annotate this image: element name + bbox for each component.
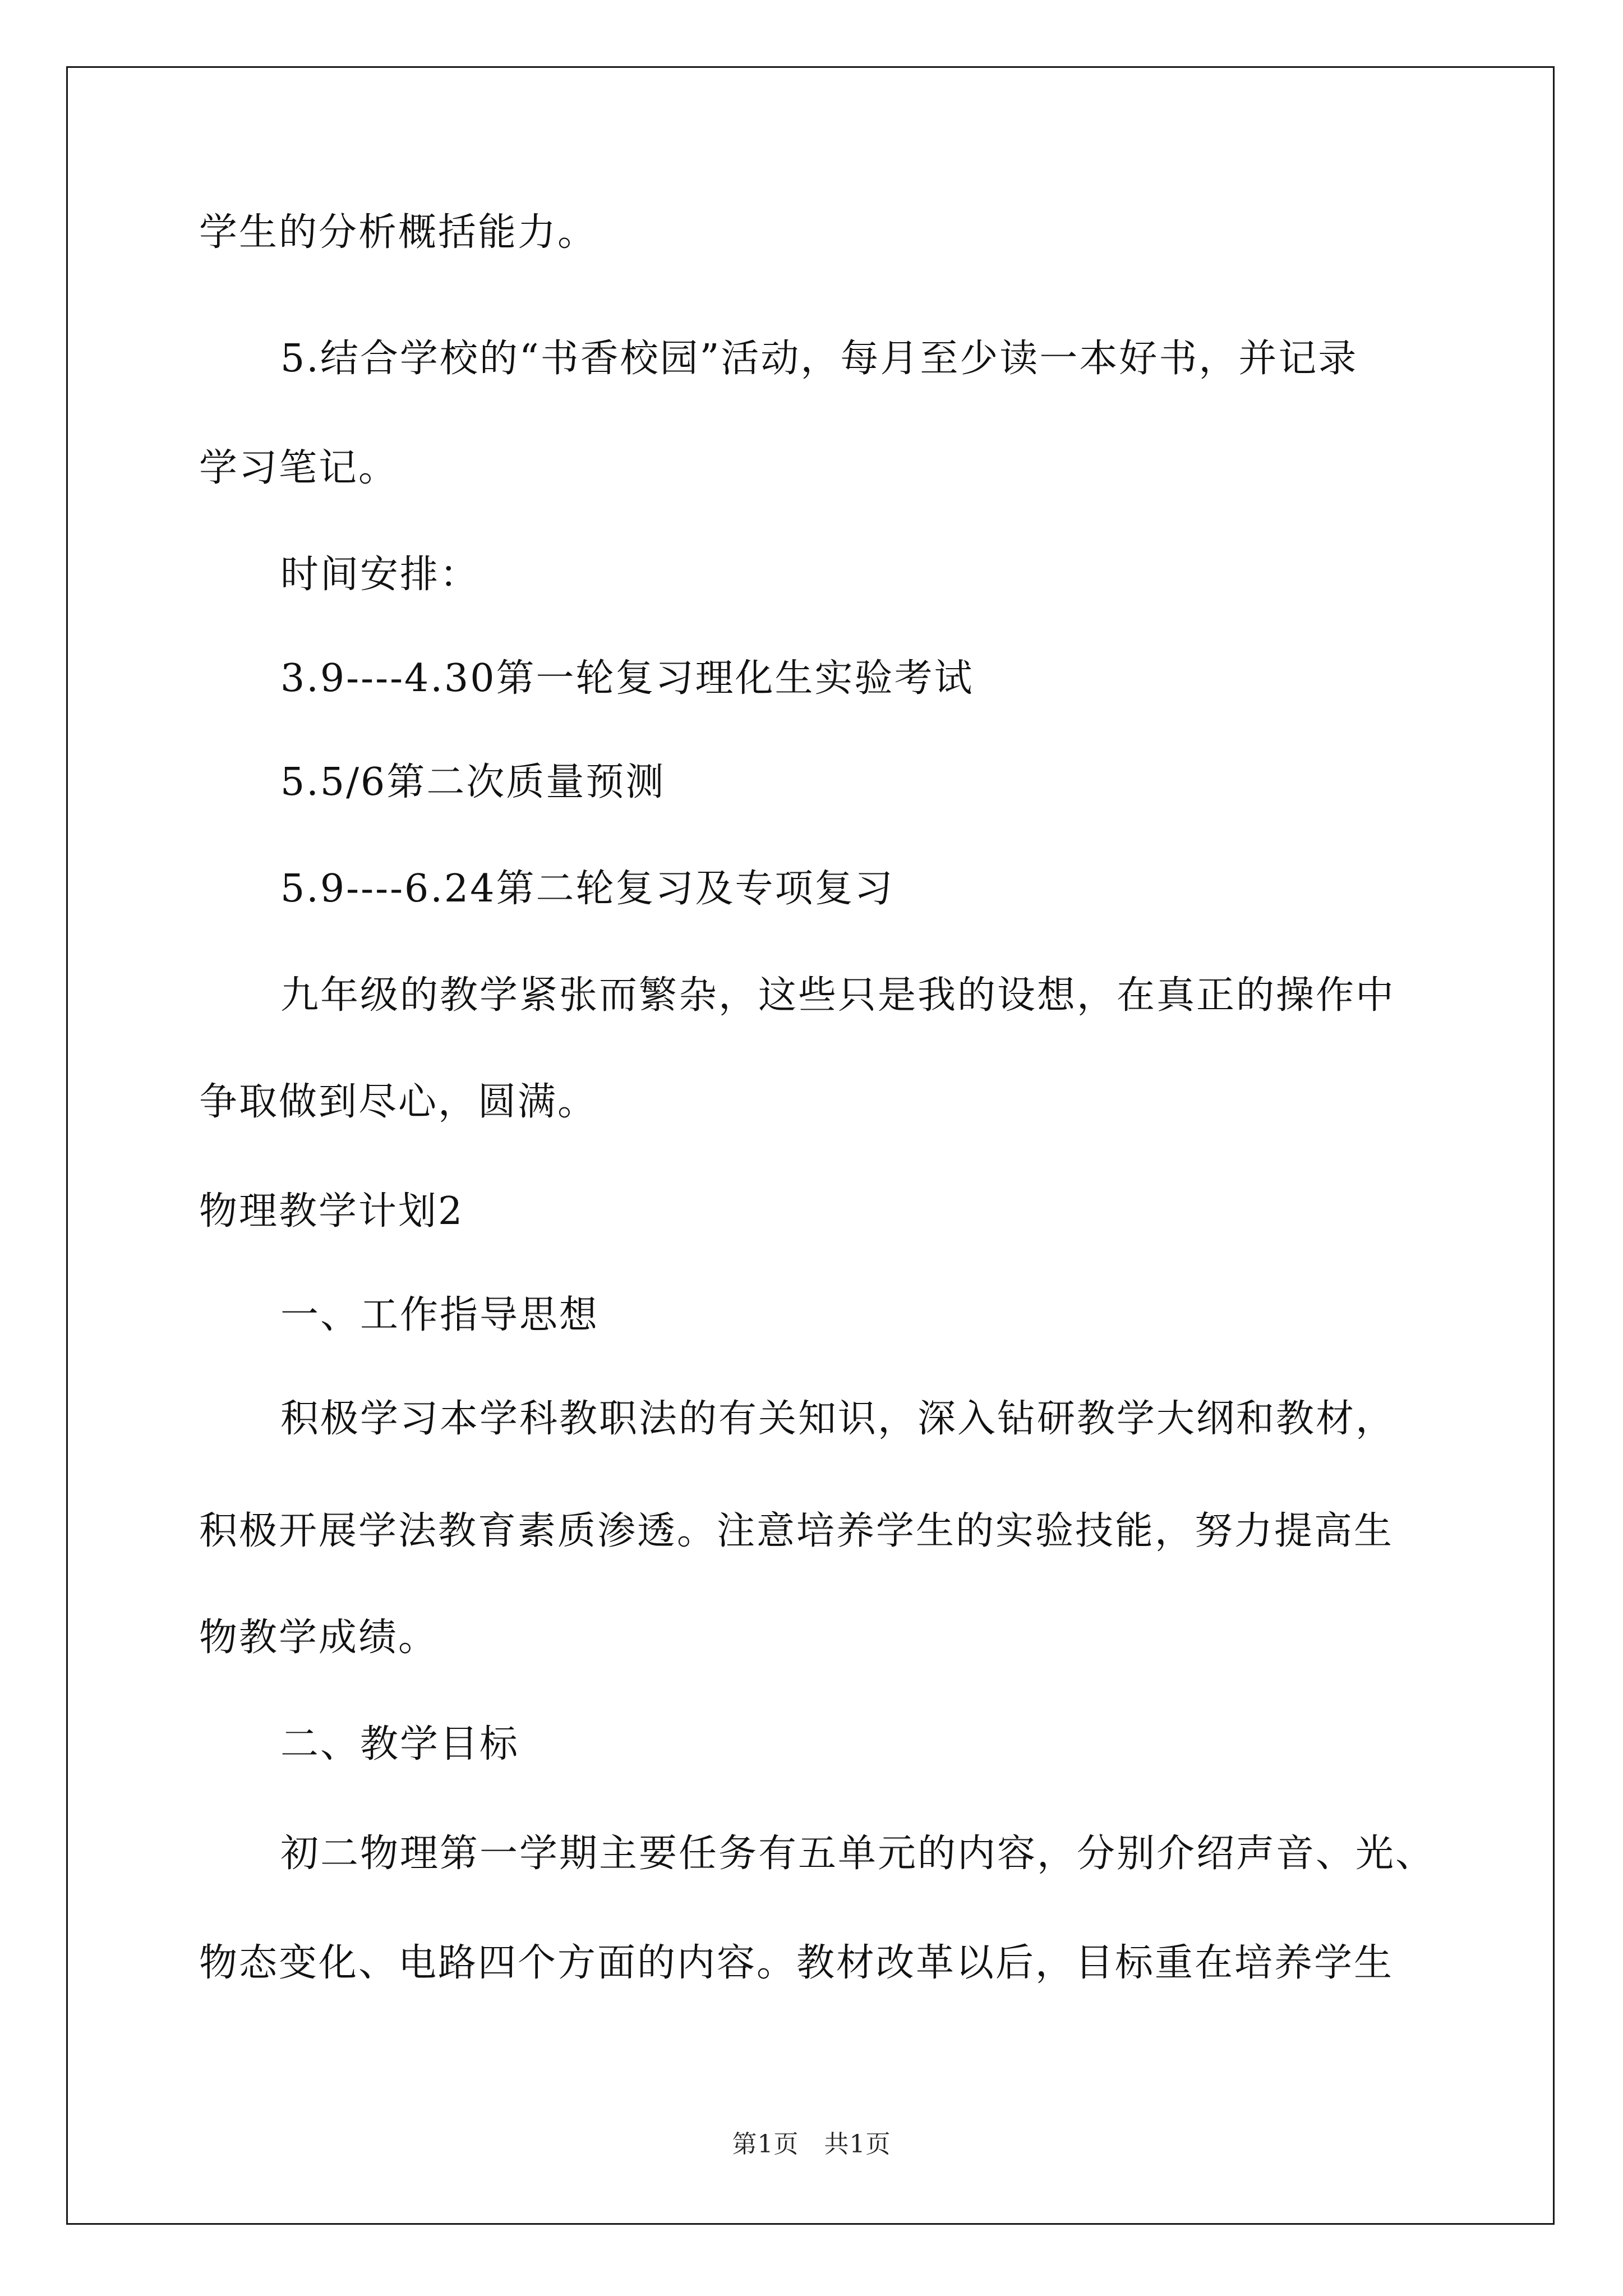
text-line: 积极学习本学科教职法的有关知识，深入钻研教学大纲和教材， [280, 1397, 1396, 1441]
section-label: 时间安排： [280, 553, 480, 597]
schedule-item: 5.9----6.24第二轮复习及专项复习 [280, 867, 895, 911]
text-line: 5.结合学校的“书香校园”活动，每月至少读一本好书，并记录 [280, 337, 1358, 381]
text-line: 学习笔记。 [199, 446, 399, 490]
text-line: 九年级的教学紧张而繁杂，这些只是我的设想，在真正的操作中 [280, 973, 1396, 1018]
section-heading: 一、工作指导思想 [280, 1293, 600, 1337]
schedule-item: 5.5/6第二次质量预测 [280, 760, 666, 804]
schedule-item: 3.9----4.30第一轮复习理化生实验考试 [280, 656, 974, 701]
text-line: 物教学成绩。 [199, 1616, 439, 1660]
text-line: 学生的分析概括能力。 [199, 210, 598, 255]
text-line: 物态变化、电路四个方面的内容。教材改革以后，目标重在培养学生 [199, 1941, 1394, 1985]
page-border [66, 66, 1555, 2225]
section-title: 物理教学计划2 [199, 1189, 464, 1234]
text-line: 积极开展学法教育素质渗透。注意培养学生的实验技能，努力提高生 [199, 1509, 1394, 1553]
page-footer: 第1页 共1页 [732, 2130, 891, 2159]
text-line: 初二物理第一学期主要任务有五单元的内容，分别介绍声音、光、 [280, 1832, 1436, 1876]
text-line: 争取做到尽心，圆满。 [199, 1080, 598, 1124]
section-heading: 二、教学目标 [280, 1722, 520, 1766]
